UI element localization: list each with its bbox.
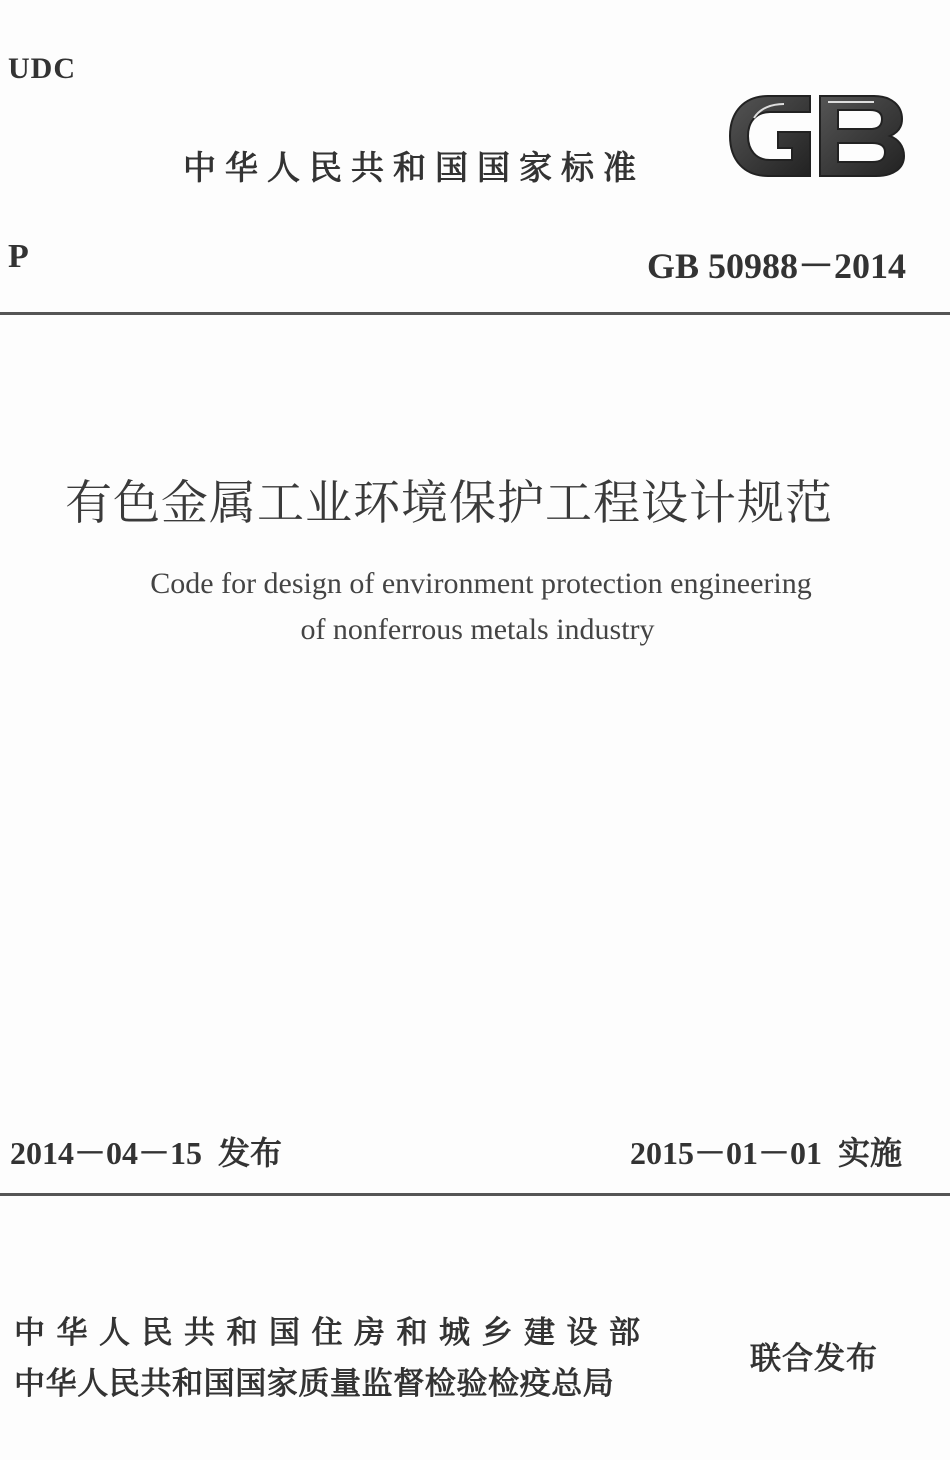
- udc-label: UDC: [8, 52, 76, 85]
- joint-publish-label: 联合发布: [750, 1341, 878, 1377]
- title-chinese: 有色金属工业环境保护工程设计规范: [65, 476, 833, 531]
- publisher-line1: 中华人民共和国住房和城乡建设部: [14, 1315, 652, 1351]
- gb-logo: [724, 88, 908, 184]
- top-divider: [0, 312, 950, 315]
- national-standard-heading: 中华人民共和国国家标准: [183, 148, 645, 187]
- title-english-line2: of nonferrous metals industry: [300, 613, 655, 646]
- title-english-line1: Code for design of environment protection engineering: [150, 567, 812, 600]
- implement-date-block: [630, 1128, 902, 1174]
- publisher-line2: 中华人民共和国国家质量监督检验检疫总局: [14, 1366, 615, 1402]
- standard-number: GB 50988－2014: [646, 246, 906, 286]
- implement-label: 实施: [837, 1134, 902, 1172]
- issue-label: 发布: [218, 1134, 283, 1172]
- implement-date: 2015－01－01: [629, 1135, 822, 1171]
- issue-date-block: [10, 1128, 282, 1174]
- bottom-divider: [0, 1193, 950, 1196]
- issue-date: 2014－04－15: [10, 1135, 203, 1171]
- classification-code: P: [8, 238, 29, 275]
